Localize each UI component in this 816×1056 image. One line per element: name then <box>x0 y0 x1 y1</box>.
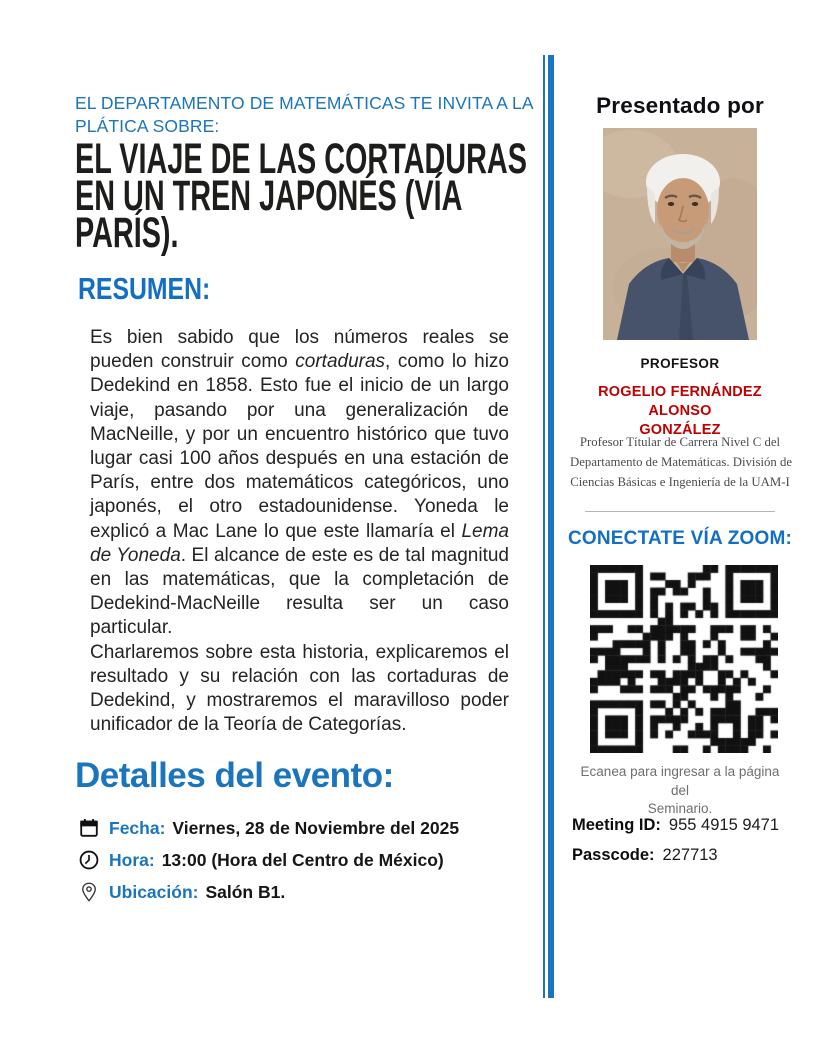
speaker-bio: Profesor Títular de Carrera Nivel C del Departamento de Matemáticas. División de Ciencias Básicas e Ingeniería de la UAM-I <box>570 435 793 489</box>
qr-caption: Ecanea para ingresar a la página del Seminario. <box>580 764 780 816</box>
presented-by-heading: Presentado por <box>596 93 764 118</box>
abstract-heading: RESUMEN: <box>78 271 211 306</box>
passcode-value: 227713 <box>662 846 718 864</box>
passcode-row <box>572 846 718 865</box>
calendar-icon <box>78 817 100 839</box>
detail-value: Salón B1. <box>205 881 286 902</box>
vertical-divider-bar <box>548 55 554 998</box>
detail-label: Hora: <box>109 849 155 870</box>
event-details-list <box>78 812 518 908</box>
detail-row-location <box>78 876 518 908</box>
title-line: EL VIAJE DE LAS CORTADURAS <box>75 135 527 183</box>
meeting-id-label: Meeting ID: <box>572 816 661 834</box>
qr-code <box>590 565 778 753</box>
title-line: EN UN TREN JAPONÉS (VÍA <box>75 172 463 220</box>
speaker-role: PROFESOR <box>640 356 720 371</box>
detail-label: Ubicación: <box>109 881 199 902</box>
detail-label: Fecha: <box>109 817 166 838</box>
location-pin-icon <box>78 881 100 903</box>
zoom-heading: CONECTATE VÍA ZOOM: <box>567 528 793 549</box>
meeting-id-value: 955 4915 9471 <box>668 816 780 834</box>
detail-row-date <box>78 812 518 844</box>
title-line: PARÍS). <box>75 209 179 257</box>
invitation-kicker: EL DEPARTAMENTO DE MATEMÁTICAS TE INVITA A LA PLÁTICA SOBRE: <box>75 93 533 136</box>
passcode-label: Passcode: <box>572 846 655 864</box>
section-separator <box>585 511 775 512</box>
clock-icon <box>78 849 100 871</box>
detail-value: 13:00 (Hora del Centro de México) <box>161 849 444 870</box>
detail-value: Viernes, 28 de Noviembre del 2025 <box>172 817 460 838</box>
speaker-name: ROGELIO FERNÁNDEZ ALONSO GONZÁLEZ <box>598 384 762 438</box>
detail-row-time <box>78 844 518 876</box>
abstract-text: Es bien sabido que los números reales se pueden construir como cortaduras, como lo hizo Dedekind en 1858. Esto fue el inicio de un largo viaje, pasando por una generalización de MacNeille, y por un encuentro histórico que tuvo lugar casi 100 años después en una estación de París, entre dos matemáticos categóricos, uno japonés, el otro estadounidense. Yoneda le explicó a Mac Lane lo que este llamaría el Lema de Yoneda. El alcance de este es de tal magnitud en las matemáticas, que la completación de Dedekind-MacNeille resulta ser un caso particular. Charlaremos sobre esta historia, explicaremos el resultado y su relación con las cortaduras de Dedekind, y mostraremos el maravilloso poder unificador de la Teoría de Categorías. <box>90 327 509 736</box>
speaker-photo <box>603 128 757 340</box>
event-details-heading: Detalles del evento: <box>75 756 394 795</box>
meeting-id-row <box>572 816 779 835</box>
vertical-divider-line <box>543 55 545 998</box>
